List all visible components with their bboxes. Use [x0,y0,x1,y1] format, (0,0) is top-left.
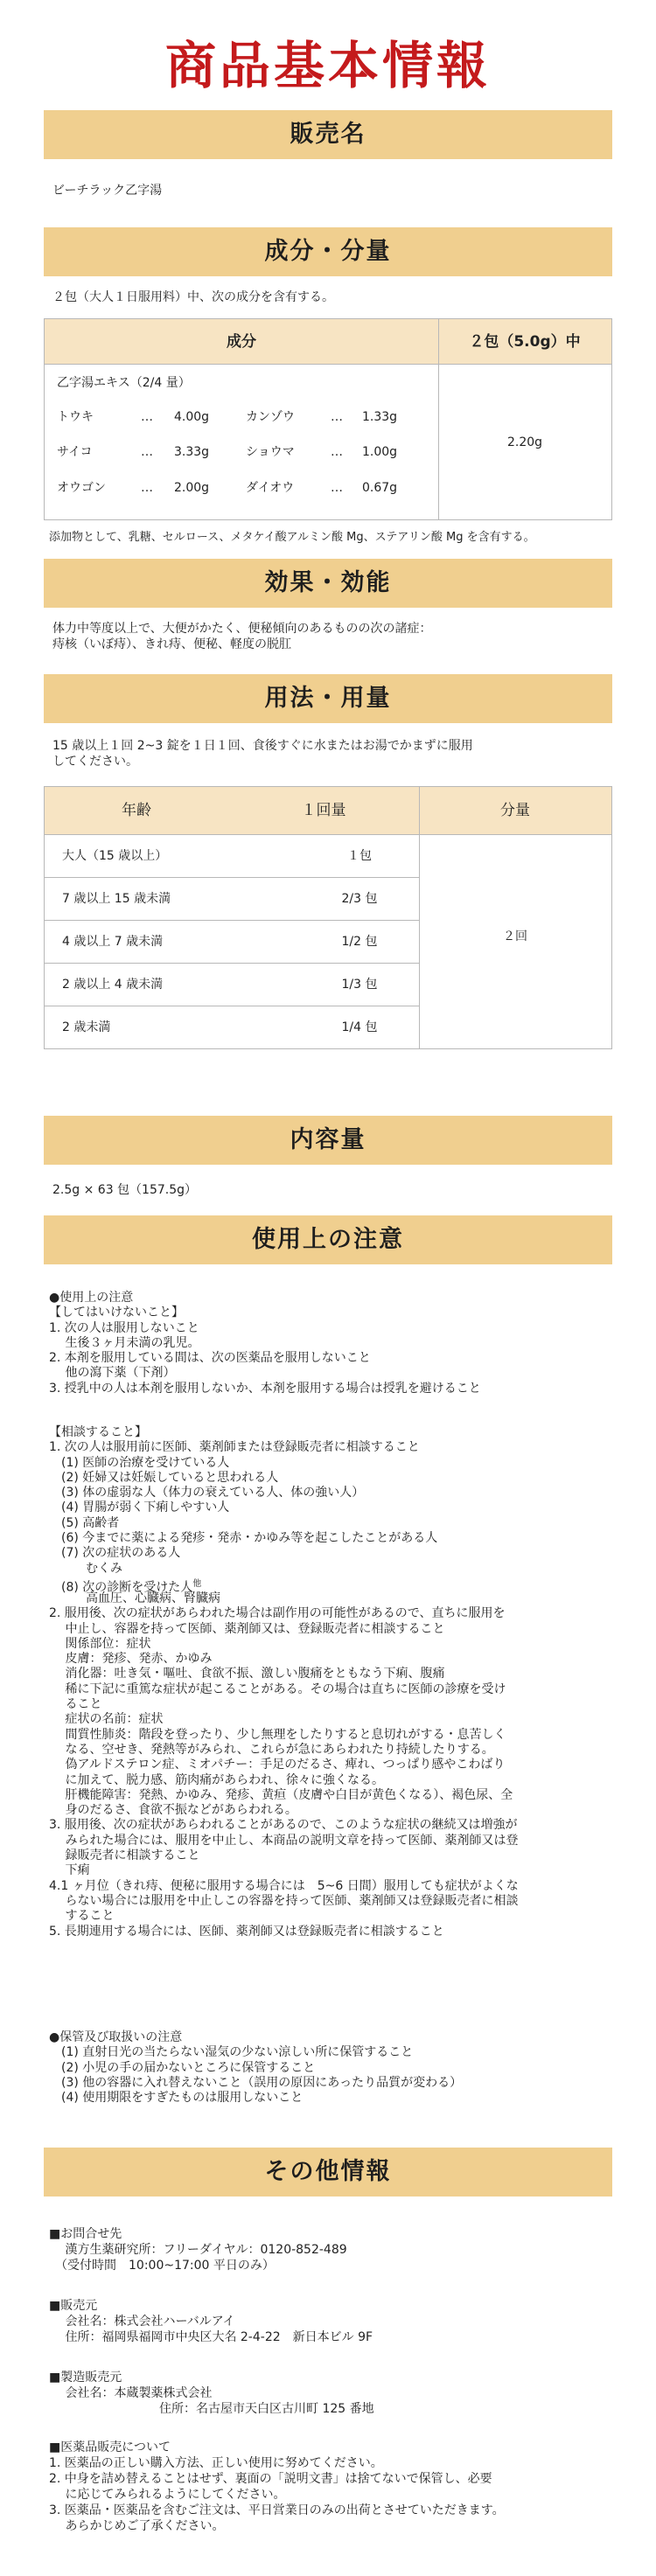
leader-dots: … [331,481,343,495]
ingredient-amount: 1.00g [362,445,398,459]
extract-label: 乙字湯エキス（2/4 量） [57,376,191,390]
leader-dots: … [141,481,153,495]
ingredient-name: カンゾウ [246,410,295,424]
dosage-amount: 1/2 包 [341,935,378,949]
section-header-precautions: 使用上の注意 [44,1215,612,1264]
efficacy-text: 体力中等度以上で、大便がかたく、便秘傾向のあるものの次の諸症： 痔核（いぼ痔）、きれ痔、便秘、軽度の脱肛 [52,622,432,651]
sales-notes: ■医薬品販売について 1. 医薬品の正しい購入方法、正しい使用に努めてください。 2. 中身を詰め替えることはせず、裏面の「説明文書」は捨てないで保管し、必要 に応じてみられるようにしてください。 3. 医薬品・医薬品を含むご注文は、平日営業日のみの出荷とさせていただきます。 あらかじめご了承ください。 [49,2440,505,2533]
ingredients-table [44,318,612,520]
dosage-row [45,963,419,1006]
leader-dots: … [331,445,343,459]
dosage-header-times: 分量 [419,787,611,834]
leader-dots: … [141,445,153,459]
dosage-age: 大人（15 歳以上） [62,849,168,863]
table-divider [438,319,439,519]
leader-dots: … [331,410,343,424]
ingredient-name: オウゴン [57,481,106,495]
dosage-amount: 1/3 包 [341,978,378,992]
diagnosis-label: (8) 次の診断を受けた人 [49,1580,193,1595]
ingredient-name: ダイオウ [246,481,295,495]
dosage-age: 7 歳以上 15 歳未満 [62,892,171,906]
content-amount: 2.5g × 63 包（157.5g） [52,1183,198,1197]
dosage-amount: 1/4 包 [341,1020,378,1034]
section-header-dosage: 用法・用量 [44,674,612,723]
diagnosis-superscript: 他 [192,1579,202,1589]
section-header-efficacy: 効果・効能 [44,559,612,608]
seller-info: ■販売元 会社名：株式会社ハーバルアイ 住所：福岡県福岡市中央区大名 2-4-22 新日本ビル 9F [49,2299,373,2344]
ingredient-amount: 0.67g [362,481,398,495]
product-name: ビーチラック乙字湯 [52,184,163,198]
contact-info: ■お問合せ先 漢方生薬研究所：フリーダイヤル：0120-852-489 （受付時間 10:00~17:00 平日のみ） [49,2227,347,2273]
section-header-ingredients: 成分・分量 [44,227,612,276]
ingredient-amount: 4.00g [174,410,210,424]
dosage-header-age: 年齢 [45,787,228,834]
ingredients-total: 2.20g [506,435,543,449]
section-header-sales-name: 販売名 [44,110,612,159]
ingredients-header-left: 成分 [45,319,438,365]
ingredients-header-right: ２包（5.0g）中 [438,319,611,365]
ingredient-name: サイコ [57,445,93,459]
ingredients-intro: ２包（大人１日服用料）中、次の成分を含有する。 [52,290,334,304]
ingredient-name: ショウマ [246,445,295,459]
dosage-row [45,920,419,963]
precautions-storage: ●保管及び取扱いの注意 (1) 直射日光の当たらない湿気の少ない涼しい所に保管すること (2) 小児の手の届かないところに保管すること (3) 他の容器に入れ替えないこと（誤用の原因にあったり品質が変わる） (4) 使用期限をすぎたものは服用しないこと [49,2030,463,2106]
table-divider [419,787,420,1048]
ingredient-name: トウキ [57,410,94,424]
dosage-age: 4 歳以上 7 歳未満 [62,935,164,949]
dosage-row [45,877,419,920]
precautions-consult: 【相談すること】 1. 次の人は服用前に医師、薬剤師または登録販売者に相談すること (1) 医師の治療を受けている人 (2) 妊婦又は妊娠していると思われる人 (3) 体の虚弱な人（体力の衰えている人、体の強い人） (4) 胃腸が弱く下痢しやすい人 (5) 高齢者 (6) 今までに薬による発疹・発赤・かゆみ等を起こしたことがある人 (7) 次の症状のある人 むくみ [49,1425,438,1576]
dosage-intro: 15 歳以上１回 2~3 錠を１日１回、食後すぐに水またはお湯でかまずに服用 してください。 [52,739,473,769]
dosage-row [45,1006,419,1048]
table-divider [419,834,611,835]
dosage-amount: 2/3 包 [341,892,378,906]
ingredient-amount: 2.00g [174,481,210,495]
section-header-other: その他情報 [44,2148,612,2197]
leader-dots: … [141,410,153,424]
section-header-content: 内容量 [44,1116,612,1165]
dosage-amount: １包 [347,849,372,863]
additives-note: 添加物として、乳糖、セルロース、メタケイ酸アルミン酸 Mg、ステアリン酸 Mg を含有する。 [49,531,535,544]
dosage-table [44,786,612,1049]
ingredient-amount: 3.33g [174,445,210,459]
dosage-age: 2 歳未満 [62,1020,111,1034]
precautions-side-effects: 高血圧、心臓病、腎臓病 2. 服用後、次の症状があらわれた場合は副作用の可能性があるので、直ちに服用を 中止し、容器を持って医師、薬剤師又は、登録販売者に相談すること 関係部位：症状 皮膚：発疹、発赤、かゆみ 消化器：吐き気・嘔吐、食欲不振、激しい腹痛をともなう下痢、腹痛 稀に下記に重篤な症状が起こることがある。その場合は直ちに医師の診療を受け ること 症状の名前：症状 間質性肺炎：階段を登ったり、少し無理をしたりすると息切れがする・息苦しく なる、空せき、発熱等がみられ、これらが急にあらわれたり持続したりする。 偽アルドステロン症、ミオパチー：手足のだるさ、痺れ、つっぱり感やこわばり に加えて、脱力感、筋肉痛があらわれ、徐々に強くなる。 肝機能障害：発熱、かゆみ、発疹、黄疸（皮膚や白目が黄色くなる）、褐色尿、全 身のだるさ、食欲不振などがあらわれる。 3. 服用後、次の症状があらわれることがあるので、このような症状の継続又は増強が みられた場合には、服用を中止し、本商品の説明文章を持って医師、薬剤師又は登 録販売者に相談すること 下痢 4.1 ヶ月位（きれ痔、便秘に服用する場合には 5~6 日間）服用しても症状がよくな らない場合には服用を中止しこの容器を持って医師、薬剤師又は登録販売者に相談 すること 5. 長期連用する場合には、医師、薬剤師又は登録販売者に相談すること [49,1591,519,1939]
dosage-header-amount: １回量 [228,787,419,834]
precautions-donts: ●使用上の注意 【してはいけないこと】 1. 次の人は服用しないこと 生後３ヶ月未満の乳児。 2. 本剤を服用している間は、次の医薬品を服用しないこと 他の瀉下薬（下剤） 3. 授乳中の人は本剤を服用しないか、本剤を服用する場合は授乳を避けること [49,1291,481,1396]
dosage-times: ２回 [503,929,527,943]
page-title: 商品基本情報 [164,36,491,95]
dosage-row [45,834,419,877]
ingredient-amount: 1.33g [362,410,398,424]
dosage-age: 2 歳以上 4 歳未満 [62,978,164,992]
maker-info: ■製造販売元 会社名：本蔵製薬株式会社 住所：名古屋市天白区古川町 125 番地 [49,2371,374,2416]
